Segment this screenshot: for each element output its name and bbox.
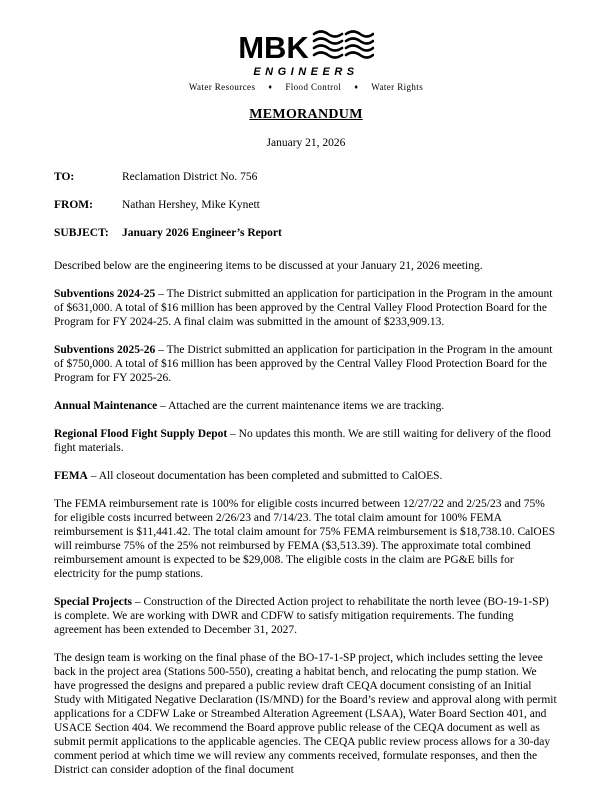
paragraph-annual-maintenance: Annual Maintenance – Attached are the current maintenance items we are tracking. bbox=[54, 400, 445, 412]
field-from-value: Nathan Hershey, Mike Kynett bbox=[122, 199, 260, 211]
field-subject-value: January 2026 Engineer’s Report bbox=[122, 227, 282, 239]
brand-subtitle: ENGINEERS bbox=[253, 66, 359, 78]
memo-title: MEMORANDUM bbox=[249, 107, 363, 122]
company-letterhead bbox=[54, 30, 558, 92]
field-subject bbox=[54, 226, 558, 240]
paragraph-intro: Described below are the engineering items to be discussed at your January 21, 2026 meeting. bbox=[54, 260, 483, 272]
diamond-icon: ♦ bbox=[354, 83, 359, 91]
tagline-flood-control: Flood Control bbox=[285, 82, 342, 92]
paragraph-design-team: The design team is working on the final phase of the BO-17-1-SP project, which includes setting the levee back in the project area (Stations 500-550), creating a habitat bench, and relocating the pump station. We have progressed the designs and prepared a public review draft CEQA document consisting of an Initial Study with Mitigated Negative Declaration (IS/MND) for the Board’s review and approval along with permit applications for a CDFW Lake or Streambed Alteration Agreement (LSAA), Water Board Section 401, and USACE Section 404. We recommend the Board approve public release of the CEQA document as well as submit permit applications to the applicable agencies. The CEQA public review process allows for a 30-day comment period at which time we will review any comments received, formulate responses, and then the District can consider adoption of the final document bbox=[54, 652, 557, 776]
header-fields bbox=[54, 170, 558, 240]
field-from bbox=[54, 198, 558, 212]
paragraph-fema-reimbursement: The FEMA reimbursement rate is 100% for eligible costs incurred between 12/27/22 and 2/25/23 and 75% for eligible costs incurred between 2/26/23 and 7/14/23. The total claim amount for 100% FEMA reimbursement is $11,441.42. The total claim amount for 75% FEMA reimbursement is $18,738.10. CalOES will reimburse 75% of the 25% not reimbursed by FEMA ($3,513.39). The approximate total combined reimbursement amount is expected to be $29,008. The eligible costs in the claim are PG&E bills for electricity for the pump stations. bbox=[54, 498, 556, 580]
memo-date: January 21, 2026 bbox=[266, 137, 346, 149]
tagline-water-rights: Water Rights bbox=[371, 82, 424, 92]
field-from-label: FROM: bbox=[54, 199, 93, 211]
paragraph-subventions-2024-25: Subventions 2024-25 – The District submitted an application for participation in the Program in the amount of $631,000. A total of $16 million has been approved by the Central Valley Flood Protection Board for the Program for FY 2024-25. A final claim was submitted in the amount of $233,909.13. bbox=[54, 288, 553, 328]
paragraph-special-projects: Special Projects – Construction of the Directed Action project to rehabilitate the north levee (BO-19-1-SP) is complete. We are working with DWR and CDFW to satisfy mitigation requirements. The funding agreement has been extended to December 31, 2027. bbox=[54, 596, 549, 636]
paragraph-flood-fight-depot: Regional Flood Fight Supply Depot – No updates this month. We are still waiting for delivery of the flood fight materials. bbox=[54, 428, 551, 454]
tagline bbox=[54, 82, 558, 92]
logo-row bbox=[238, 30, 374, 65]
field-to-label: TO: bbox=[54, 171, 75, 183]
field-to-value: Reclamation District No. 756 bbox=[122, 171, 258, 183]
brand-text: MBK bbox=[238, 29, 309, 65]
field-subject-label: SUBJECT: bbox=[54, 227, 109, 239]
field-to bbox=[54, 170, 558, 184]
water-waves-icon bbox=[312, 30, 374, 65]
paragraph-fema: FEMA – All closeout documentation has been completed and submitted to CalOES. bbox=[54, 470, 443, 482]
memo-body bbox=[54, 259, 558, 777]
tagline-water-resources: Water Resources bbox=[188, 82, 256, 92]
paragraph-subventions-2025-26: Subventions 2025-26 – The District submitted an application for participation in the Program in the amount of $750,000. A total of $16 million has been approved by the Central Valley Flood Protection Board for the Program for FY 2025-26. bbox=[54, 344, 553, 384]
diamond-icon: ♦ bbox=[268, 83, 273, 91]
